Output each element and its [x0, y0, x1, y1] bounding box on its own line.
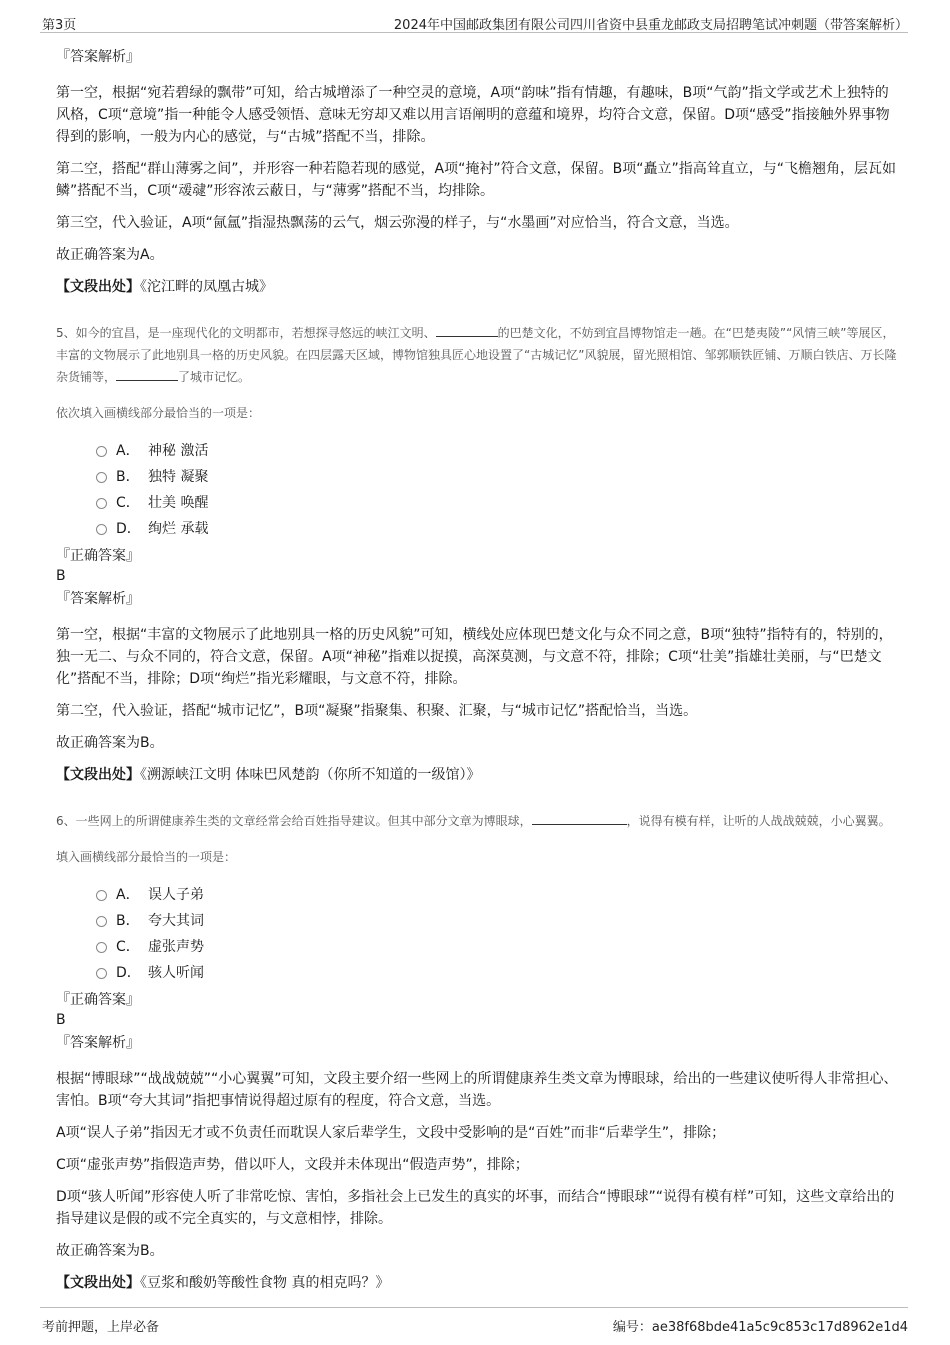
source-title: 《豆浆和酸奶等酸性食物 真的相克吗？》	[140, 1275, 390, 1291]
option-letter: A．	[116, 887, 140, 903]
question-stem	[56, 322, 902, 388]
analysis-conclusion: 故正确答案为B。	[56, 735, 164, 751]
source-line	[56, 276, 902, 298]
page-number: 第3页	[42, 18, 77, 33]
option-letter: C．	[116, 939, 140, 955]
analysis-paragraph: D项“骇人听闻”形容使人听了非常吃惊、害怕，多指社会上已发生的真实的坏事，而结合“博眼球”“说得有模有样”可知，这些文章给出的指导建议是假的或不完全真实的，与文意相悖，排除。	[56, 1189, 895, 1227]
question-text: ，说得有模有样，让听的人战战兢兢，小心翼翼。	[626, 814, 891, 828]
question-stem	[56, 810, 902, 832]
option-d[interactable]	[96, 516, 902, 542]
correct-answer-value: B	[56, 1012, 66, 1028]
option-letter: D．	[116, 965, 141, 981]
correct-answer-value: B	[56, 568, 66, 584]
analysis-paragraph: 第二空，代入验证，搭配“城市记忆”，B项“凝聚”指聚集、积聚、汇聚，与“城市记忆”搭配恰当，当选。	[56, 703, 698, 719]
analysis-paragraph: 第一空，根据“丰富的文物展示了此地别具一格的历史风貌”可知，横线处应体现巴楚文化与众不同之意，B项“独特”指特有的，特别的，独一无二、与众不同的，符合文意，保留。A项“神秘”指难以捉摸，高深莫测，与文意不符，排除；C项“壮美”指雄壮美丽，与“巴楚文化”搭配不当，排除；D项“绚烂”指光彩耀眼，与文意不符，排除。	[56, 627, 893, 687]
option-c[interactable]	[96, 934, 902, 960]
option-b[interactable]	[96, 908, 902, 934]
radio-button[interactable]	[96, 916, 107, 927]
correct-answer-heading: 『正确答案』	[56, 992, 140, 1008]
option-letter: C．	[116, 495, 140, 511]
fill-blank	[116, 366, 178, 381]
radio-button[interactable]	[96, 472, 107, 483]
option-text: 绚烂 承载	[148, 521, 209, 537]
analysis-paragraph: 第二空，搭配“群山薄雾之间”，并形容一种若隐若现的感觉，A项“掩衬”符合文意，保留。B项“矗立”指高耸直立，与“飞檐翘角，层瓦如鳞”搭配不当，C项“叆叇”形容浓云蔽日，与“薄雾”搭配不当，均排除。	[56, 161, 896, 199]
analysis-paragraph: 第一空，根据“宛若碧绿的飘带”可知，给古城增添了一种空灵的意境，A项“韵味”指有情趣，有趣味，B项“气韵”指文学或艺术上独特的风格，C项“意境”指一种能令人感受领悟、意味无穷却又难以用言语阐明的意蕴和境界，均符合文意，保留。D项“感受”指接触外界事物得到的影响，一般为内心的感觉，与“古城”搭配不当，排除。	[56, 85, 890, 145]
option-text: 神秘 激活	[148, 443, 209, 459]
analysis-paragraph: 根据“博眼球”“战战兢兢”“小心翼翼”可知，文段主要介绍一些网上的所谓健康养生类文章为博眼球，给出的一些建议使听得人非常担心、害怕。B项“夸大其词”指把事情说得超过原有的程度，符合文意，当选。	[56, 1071, 898, 1109]
fill-blank	[436, 322, 498, 337]
page-content	[56, 46, 902, 1298]
analysis-heading: 『答案解析』	[56, 1035, 140, 1051]
radio-button[interactable]	[96, 890, 107, 901]
option-list	[96, 438, 902, 542]
option-letter: B．	[116, 469, 140, 485]
option-text: 独特 凝聚	[148, 469, 209, 485]
question-prompt: 依次填入画横线部分最恰当的一项是：	[56, 406, 261, 420]
source-line	[56, 1272, 902, 1294]
source-label: 【文段出处】	[56, 279, 140, 295]
option-b[interactable]	[96, 464, 902, 490]
document-id: 编号：ae38f68bde41a5c9c853c17d8962e1d4	[612, 1320, 908, 1335]
analysis-paragraph: C项“虚张声势”指假造声势，借以吓人，文段并未体现出“假造声势”，排除；	[56, 1157, 529, 1173]
source-title: 《沱江畔的凤凰古城》	[140, 279, 273, 295]
analysis-paragraph: 第三空，代入验证，A项“氤氲”指湿热飘荡的云气，烟云弥漫的样子，与“水墨画”对应恰当，符合文意，当选。	[56, 215, 739, 231]
analysis-heading: 『答案解析』	[56, 49, 140, 65]
radio-button[interactable]	[96, 942, 107, 953]
option-a[interactable]	[96, 438, 902, 464]
source-line	[56, 764, 902, 786]
analysis-heading: 『答案解析』	[56, 591, 140, 607]
radio-button[interactable]	[96, 968, 107, 979]
source-label: 【文段出处】	[56, 1275, 140, 1291]
analysis-conclusion: 故正确答案为A。	[56, 247, 164, 263]
question-text: 6、一些网上的所谓健康养生类的文章经常会给百姓指导建议。但其中部分文章为博眼球，	[56, 814, 532, 828]
fill-blank	[532, 810, 627, 825]
option-d[interactable]	[96, 960, 902, 986]
question-prompt: 填入画横线部分最恰当的一项是：	[56, 850, 237, 864]
option-text: 壮美 唤醒	[148, 495, 209, 511]
option-letter: A．	[116, 443, 140, 459]
footer-slogan: 考前押题，上岸必备	[42, 1320, 160, 1335]
option-c[interactable]	[96, 490, 902, 516]
source-title: 《溯源峡江文明 体味巴风楚韵（你所不知道的一级馆）》	[140, 767, 481, 783]
correct-answer-heading: 『正确答案』	[56, 548, 140, 564]
option-letter: B．	[116, 913, 140, 929]
question-text: 5、如今的宜昌，是一座现代化的文明都市，若想探寻悠远的峡江文明、	[56, 326, 436, 340]
option-a[interactable]	[96, 882, 902, 908]
question-text: 的巴楚文化，不妨到宜昌博物馆走一趟。在“巴楚夷陵”“风情三峡”等展区，丰富的文物展示了此地别具一格的历史风貌。在四层露天区域，博物馆独具匠心地设置了“古城记忆”风貌展，留光照相馆、邹郭顺铁匠铺、万顺白铁店、万长隆杂货铺等，	[56, 326, 897, 384]
option-letter: D．	[116, 521, 141, 537]
page-footer	[40, 1307, 908, 1336]
option-list	[96, 882, 902, 986]
option-text: 虚张声势	[148, 939, 204, 955]
analysis-conclusion: 故正确答案为B。	[56, 1243, 164, 1259]
page-header	[40, 12, 908, 33]
question-text: 了城市记忆。	[178, 370, 251, 384]
analysis-paragraph: A项“误人子弟”指因无才或不负责任而耽误人家后辈学生，文段中受影响的是“百姓”而非“后辈学生”，排除；	[56, 1125, 726, 1141]
radio-button[interactable]	[96, 524, 107, 535]
radio-button[interactable]	[96, 498, 107, 509]
option-text: 骇人听闻	[148, 965, 204, 981]
option-text: 夸大其词	[148, 913, 204, 929]
source-label: 【文段出处】	[56, 767, 140, 783]
option-text: 误人子弟	[148, 887, 204, 903]
radio-button[interactable]	[96, 446, 107, 457]
document-title: 2024年中国邮政集团有限公司四川省资中县重龙邮政支局招聘笔试冲刺题（带答案解析）	[393, 18, 908, 33]
